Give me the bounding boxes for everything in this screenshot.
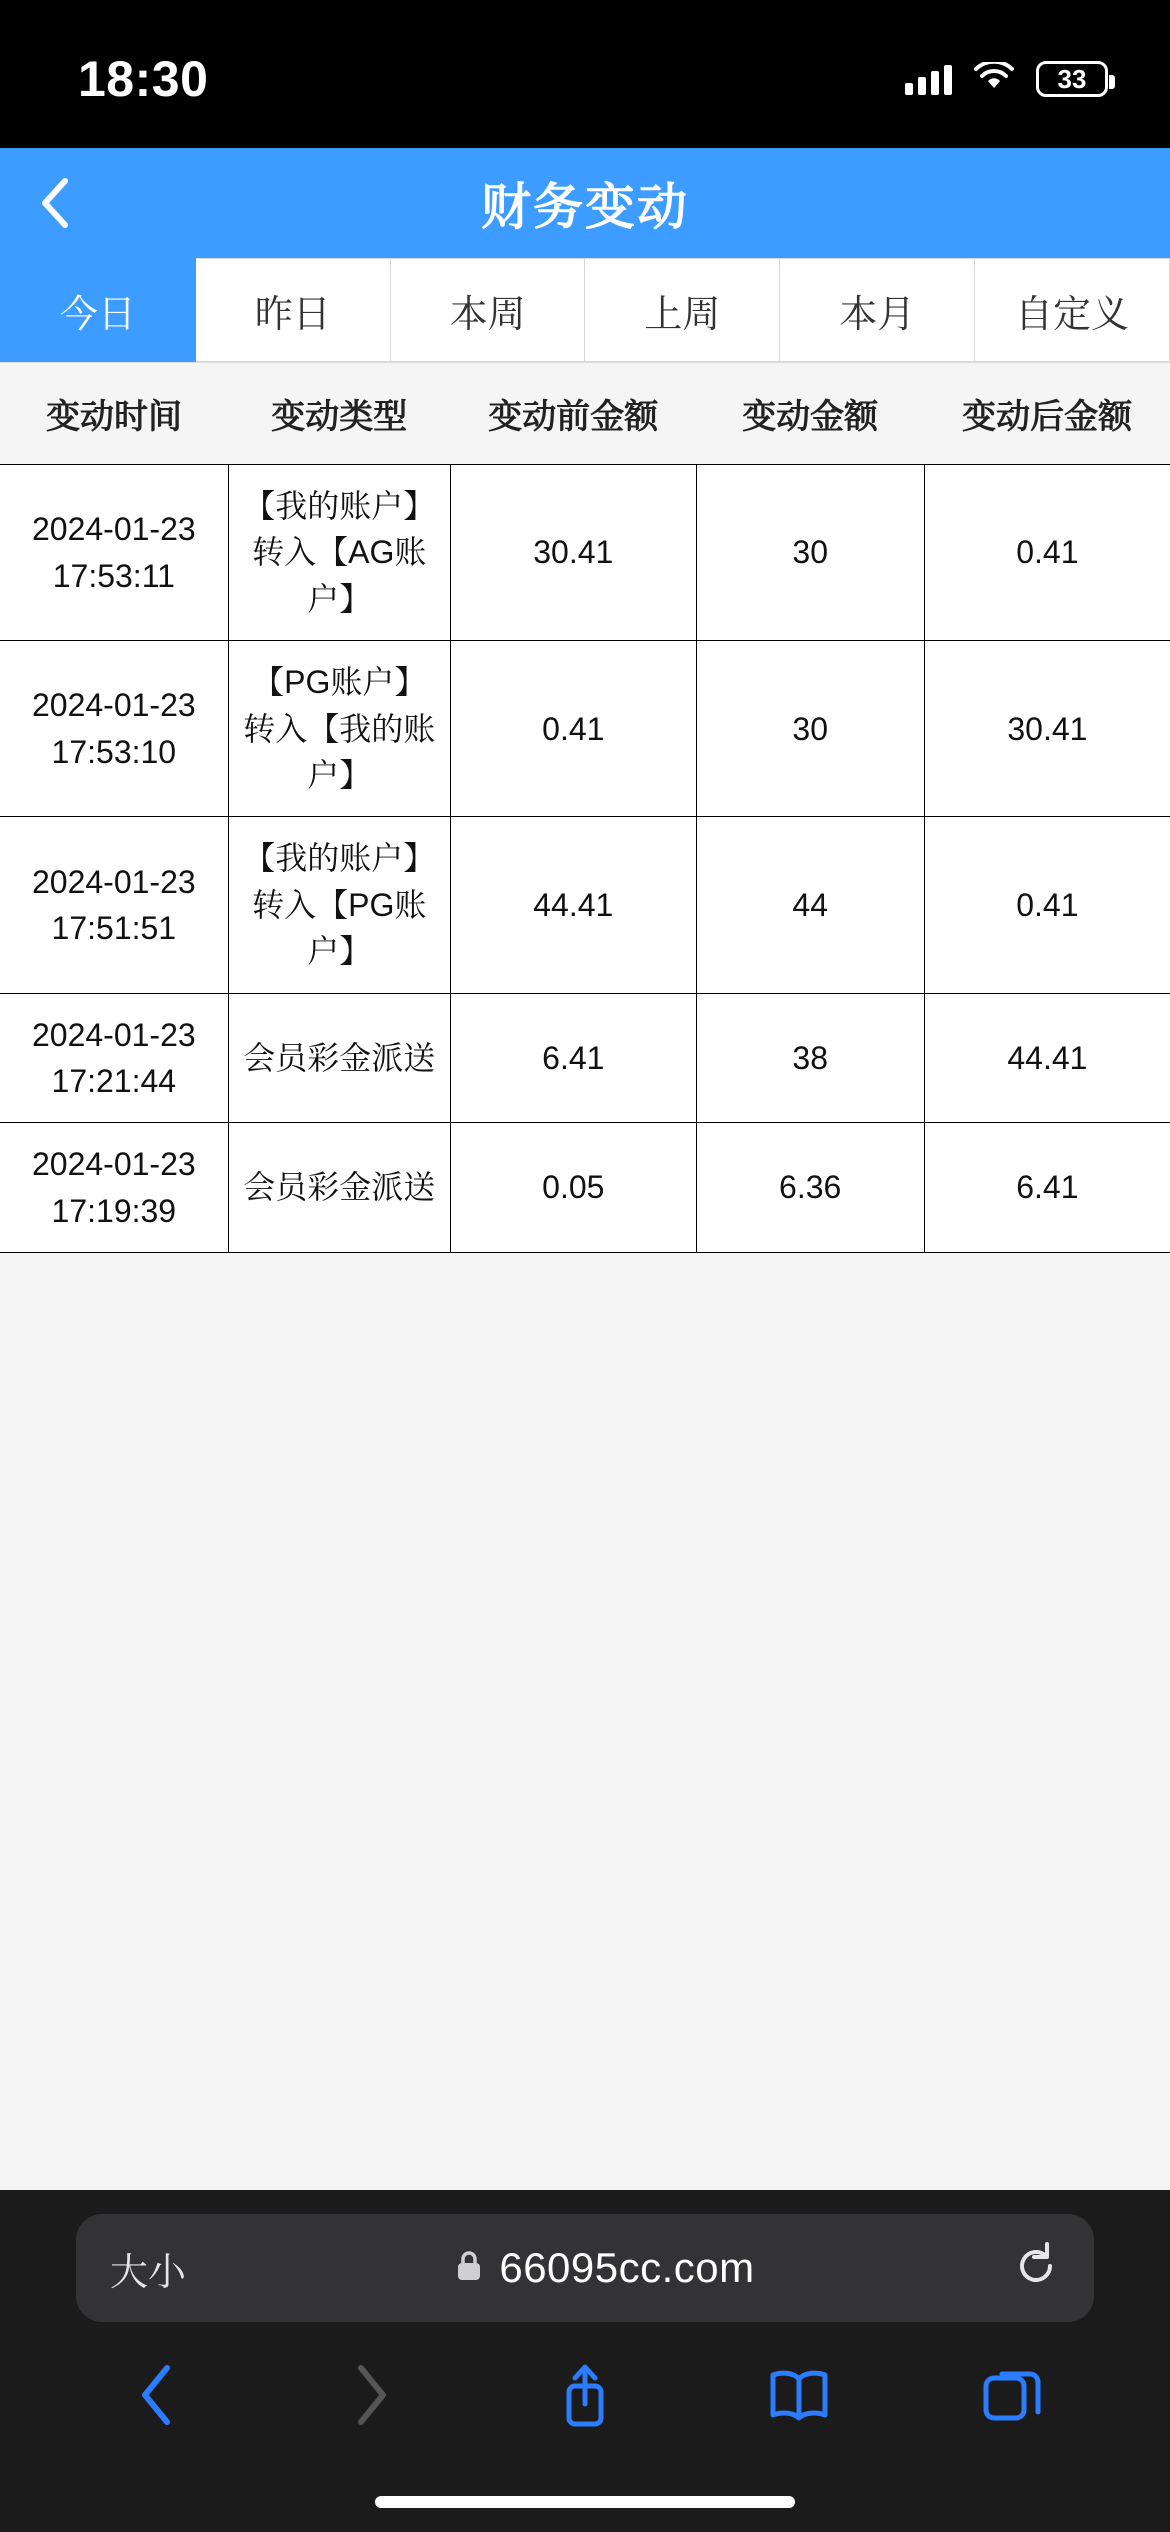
tabs-button[interactable] <box>958 2342 1068 2452</box>
cell-type: 会员彩金派送 <box>228 993 450 1123</box>
cell-before: 0.41 <box>450 641 696 817</box>
table-header-row <box>0 363 1170 465</box>
cell-after: 44.41 <box>924 993 1170 1123</box>
transactions-table <box>0 363 1170 1253</box>
wifi-icon <box>974 62 1014 97</box>
text-size-button[interactable]: 大小 <box>110 2251 187 2294</box>
home-indicator[interactable] <box>375 2496 795 2508</box>
cell-before: 0.05 <box>450 1123 696 1253</box>
filter-tabs <box>0 258 1170 363</box>
cell-after: 0.41 <box>924 817 1170 993</box>
battery-icon <box>1036 61 1108 97</box>
transactions-table-container <box>0 363 1170 2190</box>
cell-before: 6.41 <box>450 993 696 1123</box>
cell-time-text: 17:19:39 <box>51 1192 177 1229</box>
cell-date-text: 2024-01-23 <box>31 511 196 548</box>
cell-amount: 30 <box>696 465 924 641</box>
cell-time <box>0 993 228 1123</box>
battery-level: 33 <box>1057 63 1087 94</box>
table-row[interactable] <box>0 641 1170 817</box>
chevron-right-icon <box>349 2362 393 2433</box>
forward-button <box>316 2342 426 2452</box>
browser-bottom-bar <box>0 2190 1170 2532</box>
tab-this-week[interactable]: 本周 <box>391 258 586 362</box>
cell-after: 0.41 <box>924 465 1170 641</box>
tab-today[interactable]: 今日 <box>0 258 196 362</box>
cell-time-text: 17:53:10 <box>51 733 177 770</box>
cell-time-text: 17:53:11 <box>52 557 175 594</box>
cellular-signal-icon <box>905 63 952 95</box>
cell-time <box>0 465 228 641</box>
header-type: 变动类型 <box>228 363 450 465</box>
cell-time-text: 17:51:51 <box>51 909 177 946</box>
cell-amount: 38 <box>696 993 924 1123</box>
cell-type: 【我的账户】转入【PG账户】 <box>228 817 450 993</box>
header-time: 变动时间 <box>0 363 228 465</box>
bookmarks-button[interactable] <box>744 2342 854 2452</box>
cell-type: 会员彩金派送 <box>228 1123 450 1253</box>
share-icon <box>557 2360 613 2435</box>
reload-icon <box>1012 2242 1060 2295</box>
status-bar <box>0 0 1170 148</box>
table-row[interactable] <box>0 465 1170 641</box>
header-amount: 变动金额 <box>696 363 924 465</box>
cell-time-text: 17:21:44 <box>51 1062 177 1099</box>
browser-toolbar <box>0 2322 1170 2472</box>
address-bar[interactable] <box>76 2214 1094 2322</box>
cell-amount: 6.36 <box>696 1123 924 1253</box>
home-indicator-area <box>0 2472 1170 2532</box>
lock-icon <box>455 2249 483 2288</box>
cell-amount: 44 <box>696 817 924 993</box>
back-button[interactable] <box>102 2342 212 2452</box>
url-display[interactable] <box>260 2244 950 2292</box>
tab-this-month[interactable]: 本月 <box>780 258 975 362</box>
tab-custom[interactable]: 自定义 <box>975 258 1170 362</box>
nav-bar <box>0 148 1170 258</box>
page-title: 财务变动 <box>481 179 689 235</box>
cell-date-text: 2024-01-23 <box>31 1146 196 1183</box>
tabs-icon <box>982 2364 1044 2431</box>
status-time: 18:30 <box>78 51 209 107</box>
reload-button[interactable] <box>950 2242 1060 2295</box>
cell-amount: 30 <box>696 641 924 817</box>
tab-last-week[interactable]: 上周 <box>585 258 780 362</box>
tab-yesterday[interactable]: 昨日 <box>196 258 391 362</box>
cell-date-text: 2024-01-23 <box>31 863 196 900</box>
cell-type: 【PG账户】转入【我的账户】 <box>228 641 450 817</box>
header-after: 变动后金额 <box>924 363 1170 465</box>
table-row[interactable] <box>0 817 1170 993</box>
cell-before: 30.41 <box>450 465 696 641</box>
chevron-left-icon <box>135 2362 179 2433</box>
status-icons <box>905 51 1108 97</box>
share-button[interactable] <box>530 2342 640 2452</box>
cell-time <box>0 1123 228 1253</box>
cell-time <box>0 641 228 817</box>
header-before: 变动前金额 <box>450 363 696 465</box>
book-icon <box>767 2367 831 2428</box>
table-row[interactable] <box>0 993 1170 1123</box>
cell-time <box>0 817 228 993</box>
cell-type: 【我的账户】转入【AG账户】 <box>228 465 450 641</box>
url-text: 66095cc.com <box>499 2244 755 2291</box>
cell-after: 6.41 <box>924 1123 1170 1253</box>
url-bar-row <box>0 2214 1170 2322</box>
cell-date-text: 2024-01-23 <box>31 687 196 724</box>
cell-date-text: 2024-01-23 <box>31 1016 196 1053</box>
table-row[interactable] <box>0 1123 1170 1253</box>
cell-after: 30.41 <box>924 641 1170 817</box>
cell-before: 44.41 <box>450 817 696 993</box>
